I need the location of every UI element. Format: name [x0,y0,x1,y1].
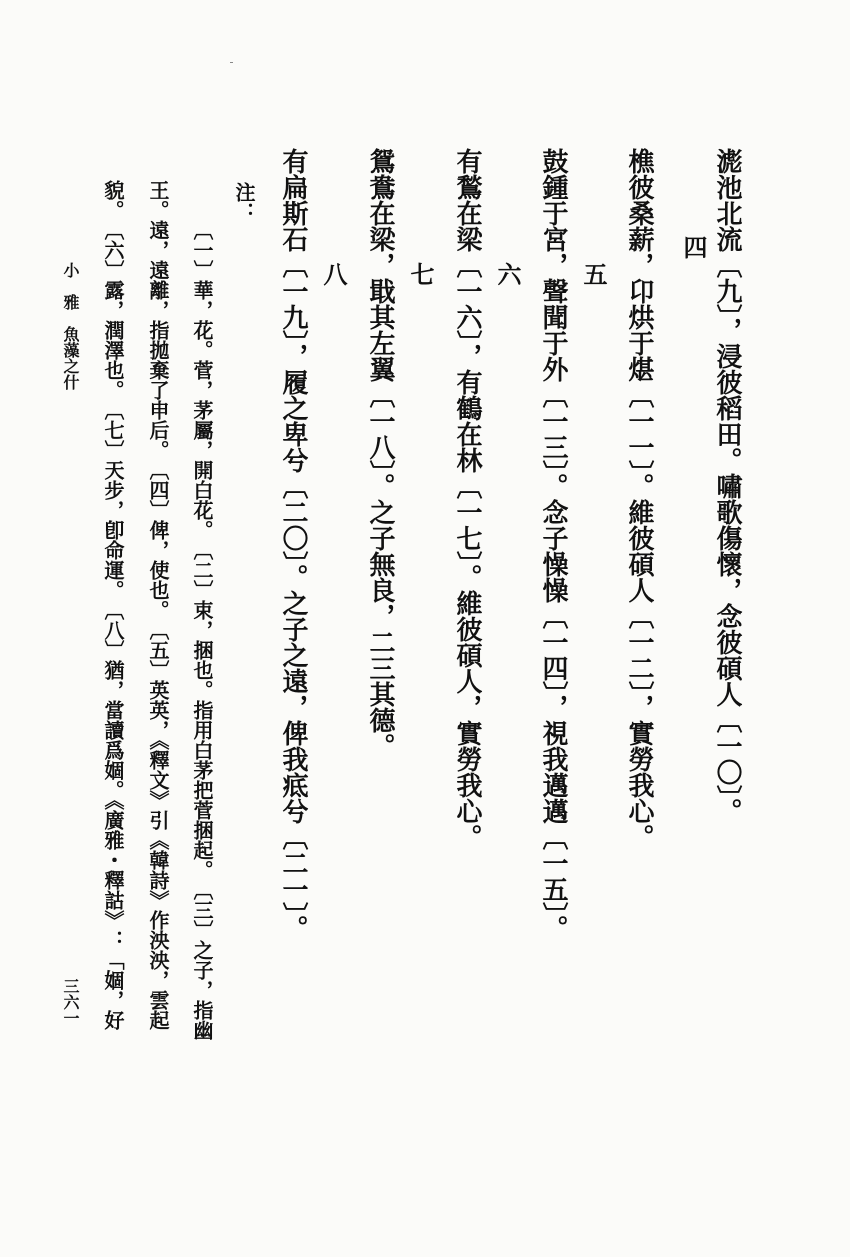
stanza-number: 七 [406,262,435,286]
verse-line: 有扁斯石〔一九〕，履之卑兮〔二〇〕。之子之遠，俾我疷兮〔二一〕。 [278,148,308,941]
stanza-number: 五 [579,262,608,286]
verse-line: 鴛鴦在梁，戢其左翼〔一八〕。之子無良，二三其德。 [365,148,395,759]
verse-line: 鼓鍾于宮，聲聞于外〔一三〕。念子懆懆〔一四〕，視我邁邁〔一五〕。 [538,148,568,941]
verse-line: 有鶖在梁〔一六〕，有鶴在林〔一七〕。維彼碩人，實勞我心。 [452,148,482,850]
stanza-number: 六 [493,262,522,286]
note-line: 貌。 〔六〕露，潤澤也。 〔七〕天步，卽命運。 〔八〕猶，當讀爲婟。《廣雅・釋詁》：「婟，好 [101,180,125,1030]
stanza-number: 八 [319,262,348,286]
page-number: 三六一 [61,978,80,1026]
verse-line: 滮池北流〔九〕，浸彼稻田。嘯歌傷懷，念彼碩人〔一〇〕。 [712,148,742,824]
note-line: 王。遠，遠離，指拋棄了申后。 〔四〕俾，使也。 〔五〕英英，《釋文》引《韓詩》作泱泱，雲起 [146,180,170,1030]
running-head: 小 雅 魚藻之什 [61,262,80,390]
note-line: 〔一〕華，花。菅，茅屬，開白花。 〔二〕束，捆也。指用白茅把菅捆起。 〔三〕之子，指幽 [190,220,214,1040]
stanza-number: 四 [679,235,708,259]
notes-label: 注： [232,182,256,222]
verse-line: 樵彼桑薪，卬烘于煁〔一一〕。維彼碩人〔一二〕，實勞我心。 [624,148,654,850]
ink-speck [230,62,233,63]
